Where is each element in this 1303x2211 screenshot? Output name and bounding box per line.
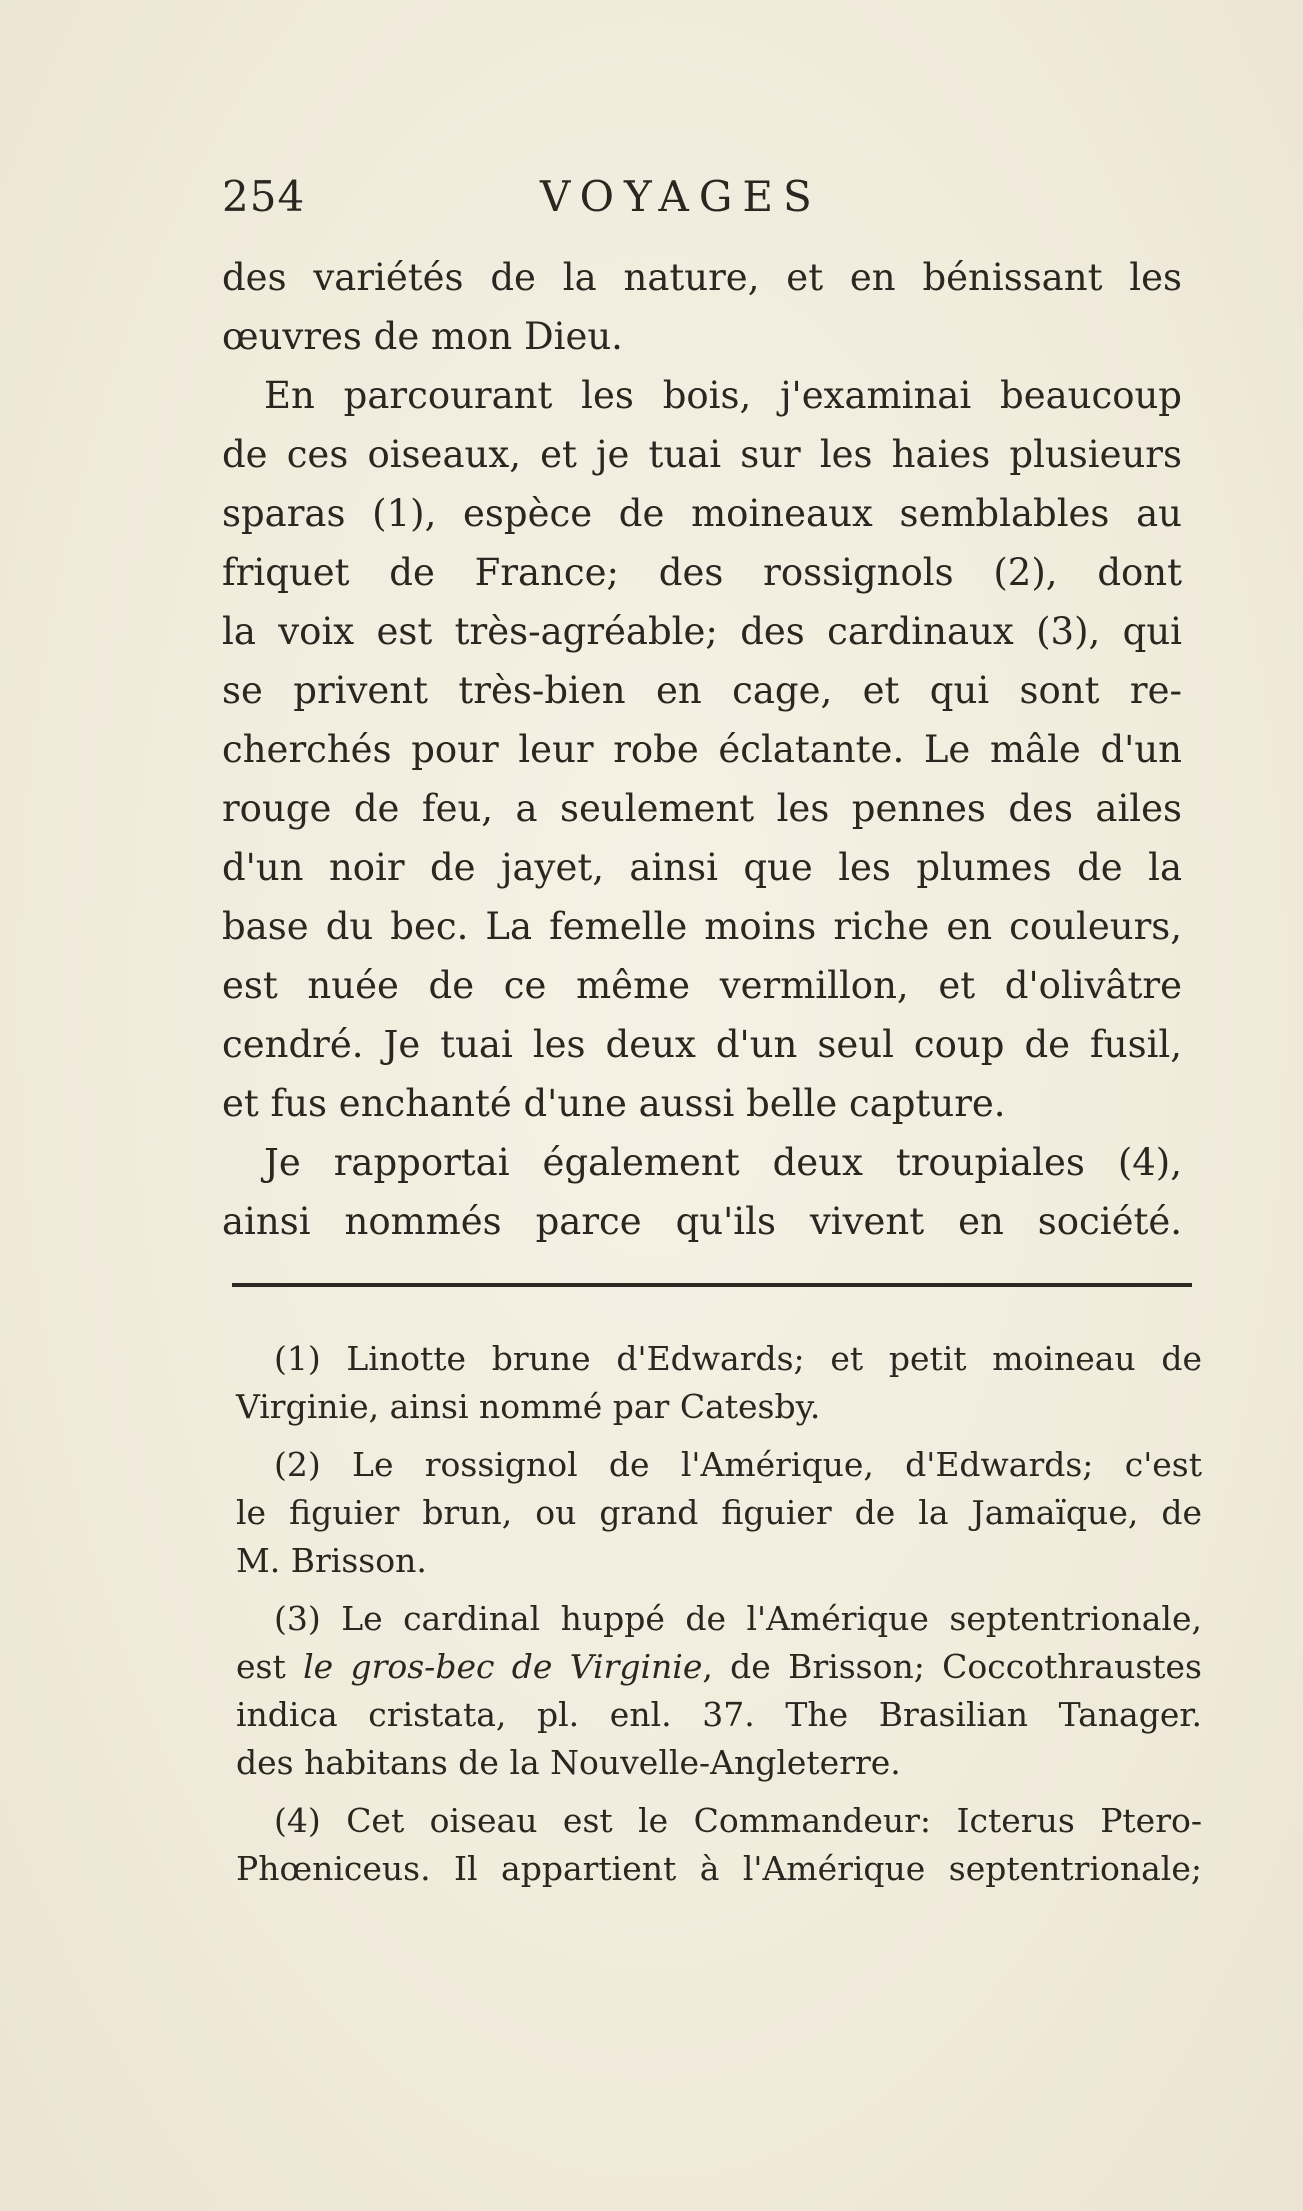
text-line: ainsi nommés parce qu'ils vivent en société.	[222, 1200, 1182, 1243]
footnote-line: des habitans de la Nouvelle-Angleterre.	[236, 1743, 901, 1782]
text-line: cendré. Je tuai les deux d'un seul coup de fusil,	[222, 1023, 1182, 1066]
footnote-line	[236, 1643, 1202, 1691]
footnote-line: (1) Linotte brune d'Edwards; et petit moineau de	[274, 1339, 1202, 1378]
text-line: et fus enchanté d'une aussi belle capture.	[222, 1082, 1006, 1125]
text-line: rouge de feu, a seulement les pennes des ailes	[222, 787, 1182, 830]
page-header	[222, 172, 1182, 232]
text-line: de ces oiseaux, et je tuai sur les haies plusieurs	[222, 433, 1182, 476]
text-line: sparas (1), espèce de moineaux semblables au	[222, 492, 1182, 535]
text-line: œuvres de mon Dieu.	[222, 315, 623, 358]
text-line: Je rapportai également deux troupiales (4),	[264, 1141, 1182, 1184]
text-line: En parcourant les bois, j'examinai beaucoup	[264, 374, 1182, 417]
footnote-line: Phœniceus. Il appartient à l'Amérique septentrionale;	[236, 1849, 1202, 1888]
footnote-2	[236, 1441, 1202, 1585]
footnote-text: est	[236, 1647, 304, 1686]
text-line: la voix est très-agréable; des cardinaux (3), qui	[222, 610, 1182, 653]
footnote-line: (2) Le rossignol de l'Amérique, d'Edwards; c'est	[274, 1445, 1202, 1484]
footnote-line: le figuier brun, ou grand figuier de la Jamaïque, de	[236, 1493, 1202, 1532]
text-line: friquet de France; des rossignols (2), dont	[222, 551, 1182, 594]
footnote-line: indica cristata, pl. enl. 37. The Brasilian Tanager.	[236, 1695, 1202, 1734]
footnotes	[236, 1335, 1202, 1893]
footnote-4	[236, 1797, 1202, 1893]
footnote-3	[236, 1595, 1202, 1787]
text-line: base du bec. La femelle moins riche en couleurs,	[222, 905, 1182, 948]
text-line: cherchés pour leur robe éclatante. Le mâle d'un	[222, 728, 1182, 771]
footnote-line: (3) Le cardinal huppé de l'Amérique septentrionale,	[274, 1599, 1202, 1638]
text-line: se privent très-bien en cage, et qui sont re-	[222, 669, 1182, 712]
footnote-line: (4) Cet oiseau est le Commandeur: Icterus Ptero-	[274, 1801, 1202, 1840]
text-line: d'un noir de jayet, ainsi que les plumes de la	[222, 846, 1182, 889]
page-number: 254	[222, 172, 306, 221]
text-line: des variétés de la nature, et en bénissant les	[222, 256, 1182, 299]
footnote-line: M. Brisson.	[236, 1541, 427, 1580]
footnote-1	[236, 1335, 1202, 1431]
footnote-separator-rule	[232, 1283, 1192, 1287]
main-text	[222, 248, 1182, 1251]
footnote-italic-text: le gros-bec de Virginie	[303, 1647, 703, 1686]
text-line: est nuée de ce même vermillon, et d'olivâtre	[222, 964, 1182, 1007]
footnote-text: , de Brisson; Coccothraustes	[702, 1647, 1202, 1686]
footnote-line: Virginie, ainsi nommé par Catesby.	[236, 1387, 821, 1426]
running-title: VOYAGES	[540, 172, 822, 221]
